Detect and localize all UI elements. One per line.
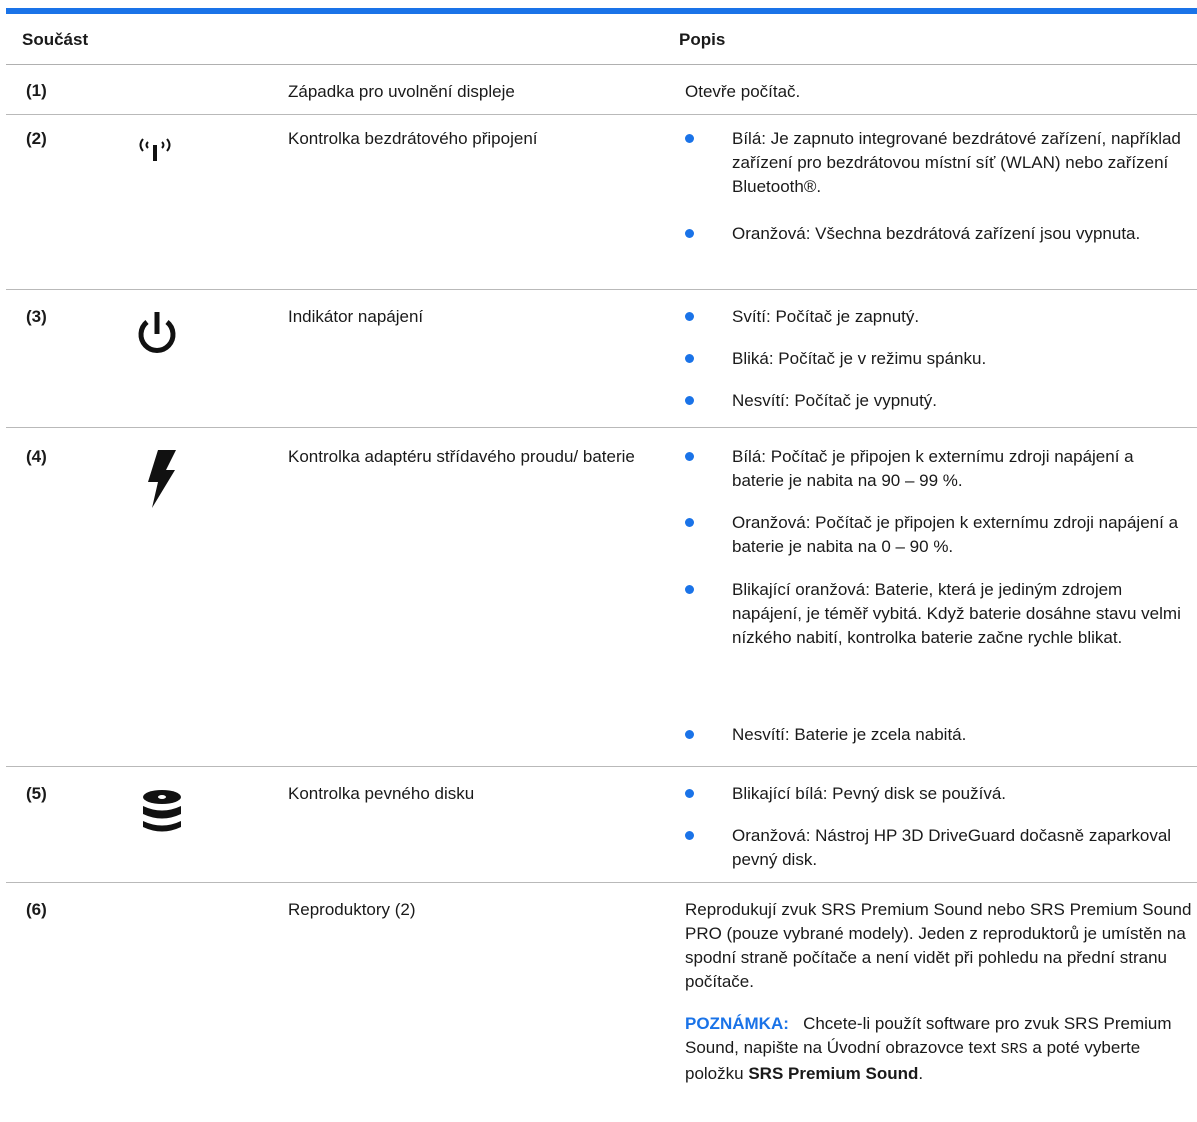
header-component: Součást xyxy=(22,30,89,49)
component-name: Západka pro uvolnění displeje xyxy=(288,82,515,101)
table-row xyxy=(6,115,1197,290)
wireless-icon xyxy=(134,135,176,167)
bullet-icon xyxy=(685,134,694,143)
row-number: (4) xyxy=(26,447,47,466)
hard-drive-icon xyxy=(140,789,184,835)
table-row xyxy=(6,428,1197,767)
bullet-icon xyxy=(685,585,694,594)
note-end: . xyxy=(918,1064,924,1083)
component-description: Reprodukují zvuk SRS Premium Sound nebo SRS Premium Sound PRO (pouze vybrané modely). Jeden z reproduktorů je umístěn na spodní straně počítače a není vidět při pohledu na přední stranu počítače. xyxy=(685,900,1192,991)
component-description: Otevře počítač. xyxy=(685,82,801,101)
bullet-text: Nesvítí: Baterie je zcela nabitá. xyxy=(732,725,967,744)
bullet-text: Blikající bílá: Pevný disk se používá. xyxy=(732,784,1007,803)
bullet-text: Bílá: Počítač je připojen k externímu zdroji napájení a baterie je nabita na 90 – 99 %. xyxy=(732,447,1134,490)
row-number: (5) xyxy=(26,784,47,803)
note-text: Chcete-li použít software pro zvuk SRS Premium Sound, napište na Úvodní obrazovce text xyxy=(685,1014,1172,1057)
row-number: (3) xyxy=(26,307,47,326)
bullet-icon xyxy=(685,831,694,840)
note-bold: SRS Premium Sound xyxy=(748,1064,919,1083)
bullet-icon xyxy=(685,730,694,739)
component-name: Kontrolka pevného disku xyxy=(288,784,475,803)
component-name: Kontrolka bezdrátového připojení xyxy=(288,129,538,148)
lightning-icon xyxy=(142,450,180,512)
bullet-icon xyxy=(685,518,694,527)
row-number: (6) xyxy=(26,900,47,919)
note-text: a poté vyberte položku xyxy=(685,1038,1141,1083)
note xyxy=(685,1012,1195,1086)
bullet-text: Oranžová: Počítač je připojen k externímu zdroji napájení a baterie je nabita na 0 – 90 %. xyxy=(732,513,1179,556)
bullet-icon xyxy=(685,396,694,405)
bullet-text: Nesvítí: Počítač je vypnutý. xyxy=(732,391,938,410)
row-number: (2) xyxy=(26,129,47,148)
component-name: Reproduktory (2) xyxy=(288,900,416,919)
power-icon xyxy=(136,310,178,358)
bullet-icon xyxy=(685,312,694,321)
table-row xyxy=(6,65,1197,115)
row-number: (1) xyxy=(26,81,47,100)
note-label: POZNÁMKA: xyxy=(685,1014,789,1033)
table-header xyxy=(6,14,1197,65)
table-row xyxy=(6,290,1197,428)
bullet-icon xyxy=(685,354,694,363)
bullet-text: Svítí: Počítač je zapnutý. xyxy=(732,307,920,326)
header-description: Popis xyxy=(679,30,726,49)
bullet-text: Oranžová: Nástroj HP 3D DriveGuard dočasně zaparkoval pevný disk. xyxy=(732,826,1172,869)
bullet-text: Blikající oranžová: Baterie, která je jediným zdrojem napájení, je téměř vybitá. Když baterie dosáhne stavu velmi nízkého nabití, kontrolka baterie začne rychle blikat. xyxy=(732,580,1181,647)
bullet-text: Bílá: Je zapnuto integrované bezdrátové zařízení, například zařízení pro bezdrátovou místní síť (WLAN) nebo zařízení Bluetooth®. xyxy=(732,129,1181,196)
note-code: SRS xyxy=(1000,1041,1028,1058)
bullet-icon xyxy=(685,789,694,798)
component-name: Kontrolka adaptéru střídavého proudu/ baterie xyxy=(288,447,635,466)
bullet-text: Oranžová: Všechna bezdrátová zařízení jsou vypnuta. xyxy=(732,224,1141,243)
bullet-icon xyxy=(685,229,694,238)
component-name: Indikátor napájení xyxy=(288,307,424,326)
bullet-icon xyxy=(685,452,694,461)
bullet-text: Bliká: Počítač je v režimu spánku. xyxy=(732,349,987,368)
table-row xyxy=(6,767,1197,883)
table-row xyxy=(6,883,1197,1121)
